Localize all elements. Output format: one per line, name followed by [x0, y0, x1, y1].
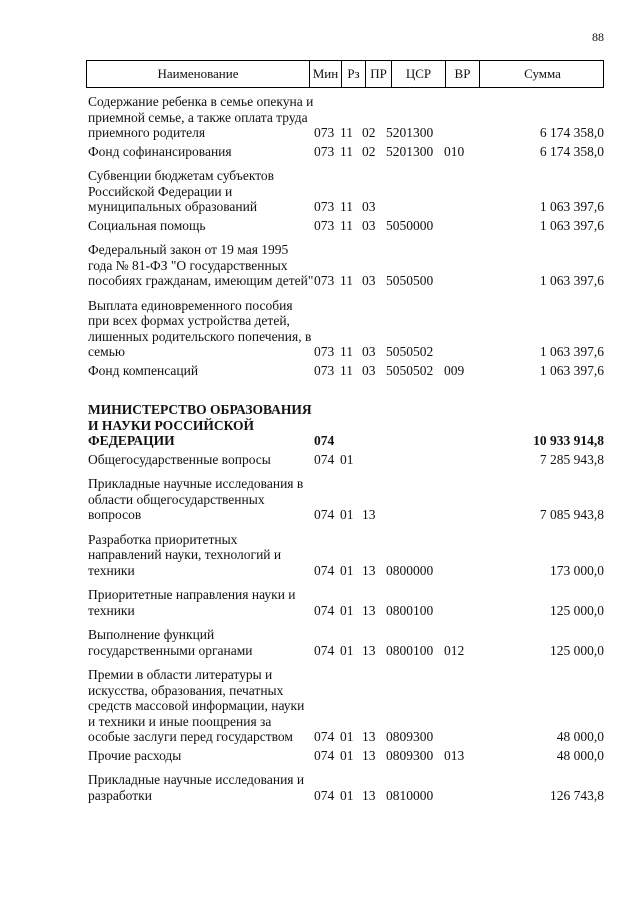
- table-row: [86, 452, 604, 468]
- row-csr: 5050502: [386, 344, 434, 359]
- row-rz: 11: [340, 344, 353, 359]
- row-sum: 7 285 943,8: [539, 451, 604, 467]
- row-rz: 11: [340, 273, 353, 288]
- row-name: Прочие расходы: [88, 747, 182, 763]
- row-sum: 173 000,0: [550, 562, 604, 578]
- row-rz: 01: [340, 507, 354, 522]
- row-csr: 5050500: [386, 273, 434, 288]
- table-row: [86, 667, 604, 745]
- row-sum: 48 000,0: [556, 747, 604, 763]
- table-row: [86, 587, 604, 618]
- table-row: [86, 218, 604, 234]
- row-min: 074: [314, 602, 335, 618]
- row-min: 073: [314, 362, 335, 378]
- row-pr: 13: [362, 787, 376, 803]
- header-name: Наименование: [157, 66, 239, 81]
- row-sum: 126 743,8: [550, 787, 604, 803]
- row-name: Премии в области литературы и искусства, образования, печатных средств массовой информации, науки и техники и иные поощрения за особые заслуги перед государством: [88, 667, 305, 744]
- row-sum: 125 000,0: [550, 642, 604, 658]
- ministry-total-sum: 10 933 914,8: [533, 433, 604, 448]
- row-name: Прикладные научные исследования в области общегосударственных вопросов: [88, 476, 304, 522]
- table-row: [86, 168, 604, 215]
- row-csr: 0810000: [386, 787, 434, 803]
- row-csr: 0800000: [386, 562, 434, 578]
- row-pr: 13: [362, 562, 376, 578]
- table-row: [86, 242, 604, 289]
- ministry-name: МИНИСТЕРСТВО ОБРАЗОВАНИЯ И НАУКИ РОССИЙСКОЙ ФЕДЕРАЦИИ: [88, 402, 312, 448]
- row-pr: 02: [362, 143, 376, 159]
- row-min: 074: [314, 433, 335, 448]
- row-sum: 6 174 358,0: [539, 125, 604, 140]
- row-sum: 1 063 397,6: [539, 344, 604, 359]
- row-csr: 5050000: [386, 217, 434, 233]
- row-name: Прикладные научные исследования и разработки: [88, 772, 305, 803]
- row-pr: 13: [362, 507, 376, 522]
- row-rz: 01: [340, 562, 354, 578]
- header-min: Мин: [309, 61, 341, 87]
- row-sum: 1 063 397,6: [539, 362, 604, 378]
- row-pr: 03: [362, 217, 376, 233]
- row-min: 073: [314, 143, 335, 159]
- header-rz: Рз: [341, 61, 365, 87]
- row-min: 074: [314, 729, 335, 744]
- row-min: 073: [314, 344, 335, 359]
- row-min: 073: [314, 125, 335, 140]
- row-csr: 0809300: [386, 729, 434, 744]
- row-name: Федеральный закон от 19 мая 1995 года № 81-ФЗ "О государственных пособиях гражданам, имеющим детей": [88, 242, 314, 288]
- row-vr: 010: [444, 143, 465, 159]
- row-sum: 48 000,0: [556, 729, 604, 744]
- row-name: Выполнение функций государственными органами: [88, 627, 253, 658]
- header-sum: Сумма: [479, 61, 605, 87]
- row-pr: 03: [362, 273, 376, 288]
- row-rz: 11: [340, 143, 353, 159]
- header-vr: ВР: [445, 61, 479, 87]
- row-name: Фонд софинансирования: [88, 143, 232, 159]
- row-rz: 01: [340, 642, 354, 658]
- row-rz: 01: [340, 787, 354, 803]
- table-row: [86, 144, 604, 160]
- row-rz: 01: [340, 729, 354, 744]
- row-sum: 1 063 397,6: [539, 273, 604, 288]
- row-min: 074: [314, 562, 335, 578]
- row-name: Общегосударственные вопросы: [88, 451, 271, 467]
- row-pr: 03: [362, 199, 376, 214]
- row-pr: 13: [362, 642, 376, 658]
- row-pr: 13: [362, 602, 376, 618]
- table-row: [86, 363, 604, 379]
- table-row: [86, 748, 604, 764]
- row-rz: 11: [340, 217, 353, 233]
- row-vr: 013: [444, 747, 465, 763]
- row-pr: 02: [362, 125, 376, 140]
- row-pr: 13: [362, 729, 376, 744]
- table-row: [86, 772, 604, 803]
- row-name: Субвенции бюджетам субъектов Российской Федерации и муниципальных образований: [88, 168, 275, 214]
- table-row: [86, 532, 604, 579]
- row-name: Социальная помощь: [88, 217, 206, 233]
- row-vr: 009: [444, 362, 465, 378]
- row-rz: 11: [340, 362, 353, 378]
- row-sum: 125 000,0: [550, 602, 604, 618]
- row-rz: 11: [340, 199, 353, 214]
- row-name: Фонд компенсаций: [88, 362, 199, 378]
- row-sum: 1 063 397,6: [539, 217, 604, 233]
- row-name: Выплата единовременного пособия при всех формах устройства детей, лишенных родительского попечения, в семью: [88, 297, 312, 359]
- row-pr: 03: [362, 362, 376, 378]
- page-number: 88: [592, 30, 604, 44]
- row-sum: 1 063 397,6: [539, 199, 604, 214]
- row-csr: 5050502: [386, 362, 434, 378]
- row-vr: 012: [444, 642, 465, 658]
- table-row: [86, 476, 604, 523]
- table-row: [86, 627, 604, 658]
- row-csr: 0800100: [386, 602, 434, 618]
- row-name: Приоритетные направления науки и техники: [88, 587, 296, 618]
- table-header: [86, 60, 604, 88]
- row-rz: 01: [340, 747, 354, 763]
- header-pr: ПР: [365, 61, 391, 87]
- row-csr: 5201300: [386, 143, 434, 159]
- row-rz: 01: [340, 602, 354, 618]
- row-min: 074: [314, 451, 335, 467]
- row-sum: 6 174 358,0: [539, 143, 604, 159]
- row-sum: 7 085 943,8: [539, 507, 604, 522]
- row-pr: 03: [362, 344, 376, 359]
- row-rz: 01: [340, 451, 354, 467]
- header-csr: ЦСР: [391, 61, 445, 87]
- row-min: 073: [314, 217, 335, 233]
- row-min: 074: [314, 507, 335, 522]
- row-min: 074: [314, 787, 335, 803]
- row-name: Разработка приоритетных направлений науки, технологий и техники: [88, 531, 282, 578]
- row-name: Содержание ребенка в семье опекуна и приемной семье, а также оплата труда приемного родителя: [88, 94, 314, 140]
- row-rz: 11: [340, 125, 353, 140]
- ministry-heading-row: [86, 402, 604, 449]
- table-row: [86, 298, 604, 360]
- budget-table: [86, 60, 604, 803]
- row-min: 074: [314, 747, 335, 763]
- row-csr: 0800100: [386, 642, 434, 658]
- table-row: [86, 94, 604, 141]
- row-min: 073: [314, 199, 335, 214]
- row-csr: 0809300: [386, 747, 434, 763]
- row-min: 074: [314, 642, 335, 658]
- row-csr: 5201300: [386, 125, 434, 140]
- row-pr: 13: [362, 747, 376, 763]
- row-min: 073: [314, 273, 335, 288]
- table-body: [86, 94, 604, 803]
